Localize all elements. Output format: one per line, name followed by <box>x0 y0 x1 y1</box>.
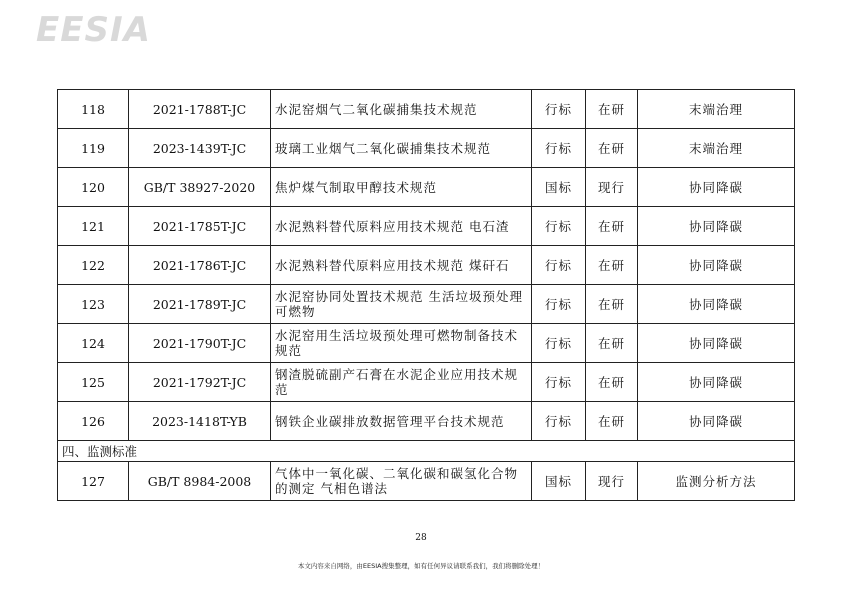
section-heading: 四、监测标准 <box>58 441 795 462</box>
table-row <box>58 324 795 363</box>
table-body <box>58 90 795 501</box>
standard-category: 协同降碳 <box>638 363 795 402</box>
standard-code: 2021-1789T-JC <box>129 285 271 324</box>
standard-type: 行标 <box>532 246 586 285</box>
standard-name: 钢渣脱硫副产石膏在水泥企业应用技术规范 <box>271 363 532 402</box>
standard-code: GB/T 8984-2008 <box>129 462 271 501</box>
standard-status: 现行 <box>586 168 638 207</box>
standard-status: 在研 <box>586 285 638 324</box>
row-number: 125 <box>58 363 129 402</box>
standard-category: 监测分析方法 <box>638 462 795 501</box>
row-number: 118 <box>58 90 129 129</box>
footer-disclaimer: 本文内容来自网络，由EESIA搜集整理，如有任何异议请联系我们，我们将删除处理！ <box>297 562 545 570</box>
standard-type: 行标 <box>532 402 586 441</box>
standard-code: 2021-1790T-JC <box>129 324 271 363</box>
standard-name: 水泥窑用生活垃圾预处理可燃物制备技术规范 <box>271 324 532 363</box>
eesia-logo: EESIA <box>36 10 151 50</box>
row-number: 124 <box>58 324 129 363</box>
standard-status: 在研 <box>586 246 638 285</box>
standard-code: 2023-1439T-JC <box>129 129 271 168</box>
standard-status: 在研 <box>586 324 638 363</box>
standard-type: 行标 <box>532 285 586 324</box>
standard-category: 协同降碳 <box>638 246 795 285</box>
page-number: 28 <box>415 533 427 543</box>
standard-type: 行标 <box>532 90 586 129</box>
table-row <box>58 402 795 441</box>
row-number: 120 <box>58 168 129 207</box>
standard-status: 在研 <box>586 90 638 129</box>
standard-type: 国标 <box>532 168 586 207</box>
standard-category: 协同降碳 <box>638 402 795 441</box>
standard-code: GB/T 38927-2020 <box>129 168 271 207</box>
standards-table <box>57 89 795 501</box>
standard-category: 协同降碳 <box>638 324 795 363</box>
standard-status: 在研 <box>586 207 638 246</box>
standard-type: 行标 <box>532 129 586 168</box>
row-number: 119 <box>58 129 129 168</box>
standard-code: 2021-1786T-JC <box>129 246 271 285</box>
standard-category: 协同降碳 <box>638 285 795 324</box>
standard-type: 行标 <box>532 363 586 402</box>
standard-name: 玻璃工业烟气二氧化碳捕集技术规范 <box>271 129 532 168</box>
standard-status: 在研 <box>586 363 638 402</box>
standard-code: 2021-1792T-JC <box>129 363 271 402</box>
row-number: 126 <box>58 402 129 441</box>
table-row <box>58 363 795 402</box>
table-row <box>58 129 795 168</box>
standard-name: 水泥窑协同处置技术规范 生活垃圾预处理可燃物 <box>271 285 532 324</box>
standard-name: 水泥熟料替代原料应用技术规范 煤矸石 <box>271 246 532 285</box>
standard-type: 行标 <box>532 324 586 363</box>
standard-name: 气体中一氧化碳、二氧化碳和碳氢化合物的测定 气相色谱法 <box>271 462 532 501</box>
standard-name: 钢铁企业碳排放数据管理平台技术规范 <box>271 402 532 441</box>
section-row <box>58 441 795 462</box>
standard-name: 焦炉煤气制取甲醇技术规范 <box>271 168 532 207</box>
standard-name: 水泥窑烟气二氧化碳捕集技术规范 <box>271 90 532 129</box>
table-row <box>58 462 795 501</box>
standard-code: 2021-1788T-JC <box>129 90 271 129</box>
table-row <box>58 168 795 207</box>
row-number: 123 <box>58 285 129 324</box>
table-row <box>58 285 795 324</box>
standard-category: 末端治理 <box>638 90 795 129</box>
standard-category: 协同降碳 <box>638 168 795 207</box>
row-number: 122 <box>58 246 129 285</box>
standard-category: 协同降碳 <box>638 207 795 246</box>
standard-name: 水泥熟料替代原料应用技术规范 电石渣 <box>271 207 532 246</box>
table-row <box>58 246 795 285</box>
table-row <box>58 90 795 129</box>
standard-type: 行标 <box>532 207 586 246</box>
row-number: 121 <box>58 207 129 246</box>
standard-status: 现行 <box>586 462 638 501</box>
table-row <box>58 207 795 246</box>
row-number: 127 <box>58 462 129 501</box>
standard-code: 2023-1418T-YB <box>129 402 271 441</box>
standard-status: 在研 <box>586 129 638 168</box>
standard-type: 国标 <box>532 462 586 501</box>
standard-category: 末端治理 <box>638 129 795 168</box>
standard-status: 在研 <box>586 402 638 441</box>
standard-code: 2021-1785T-JC <box>129 207 271 246</box>
